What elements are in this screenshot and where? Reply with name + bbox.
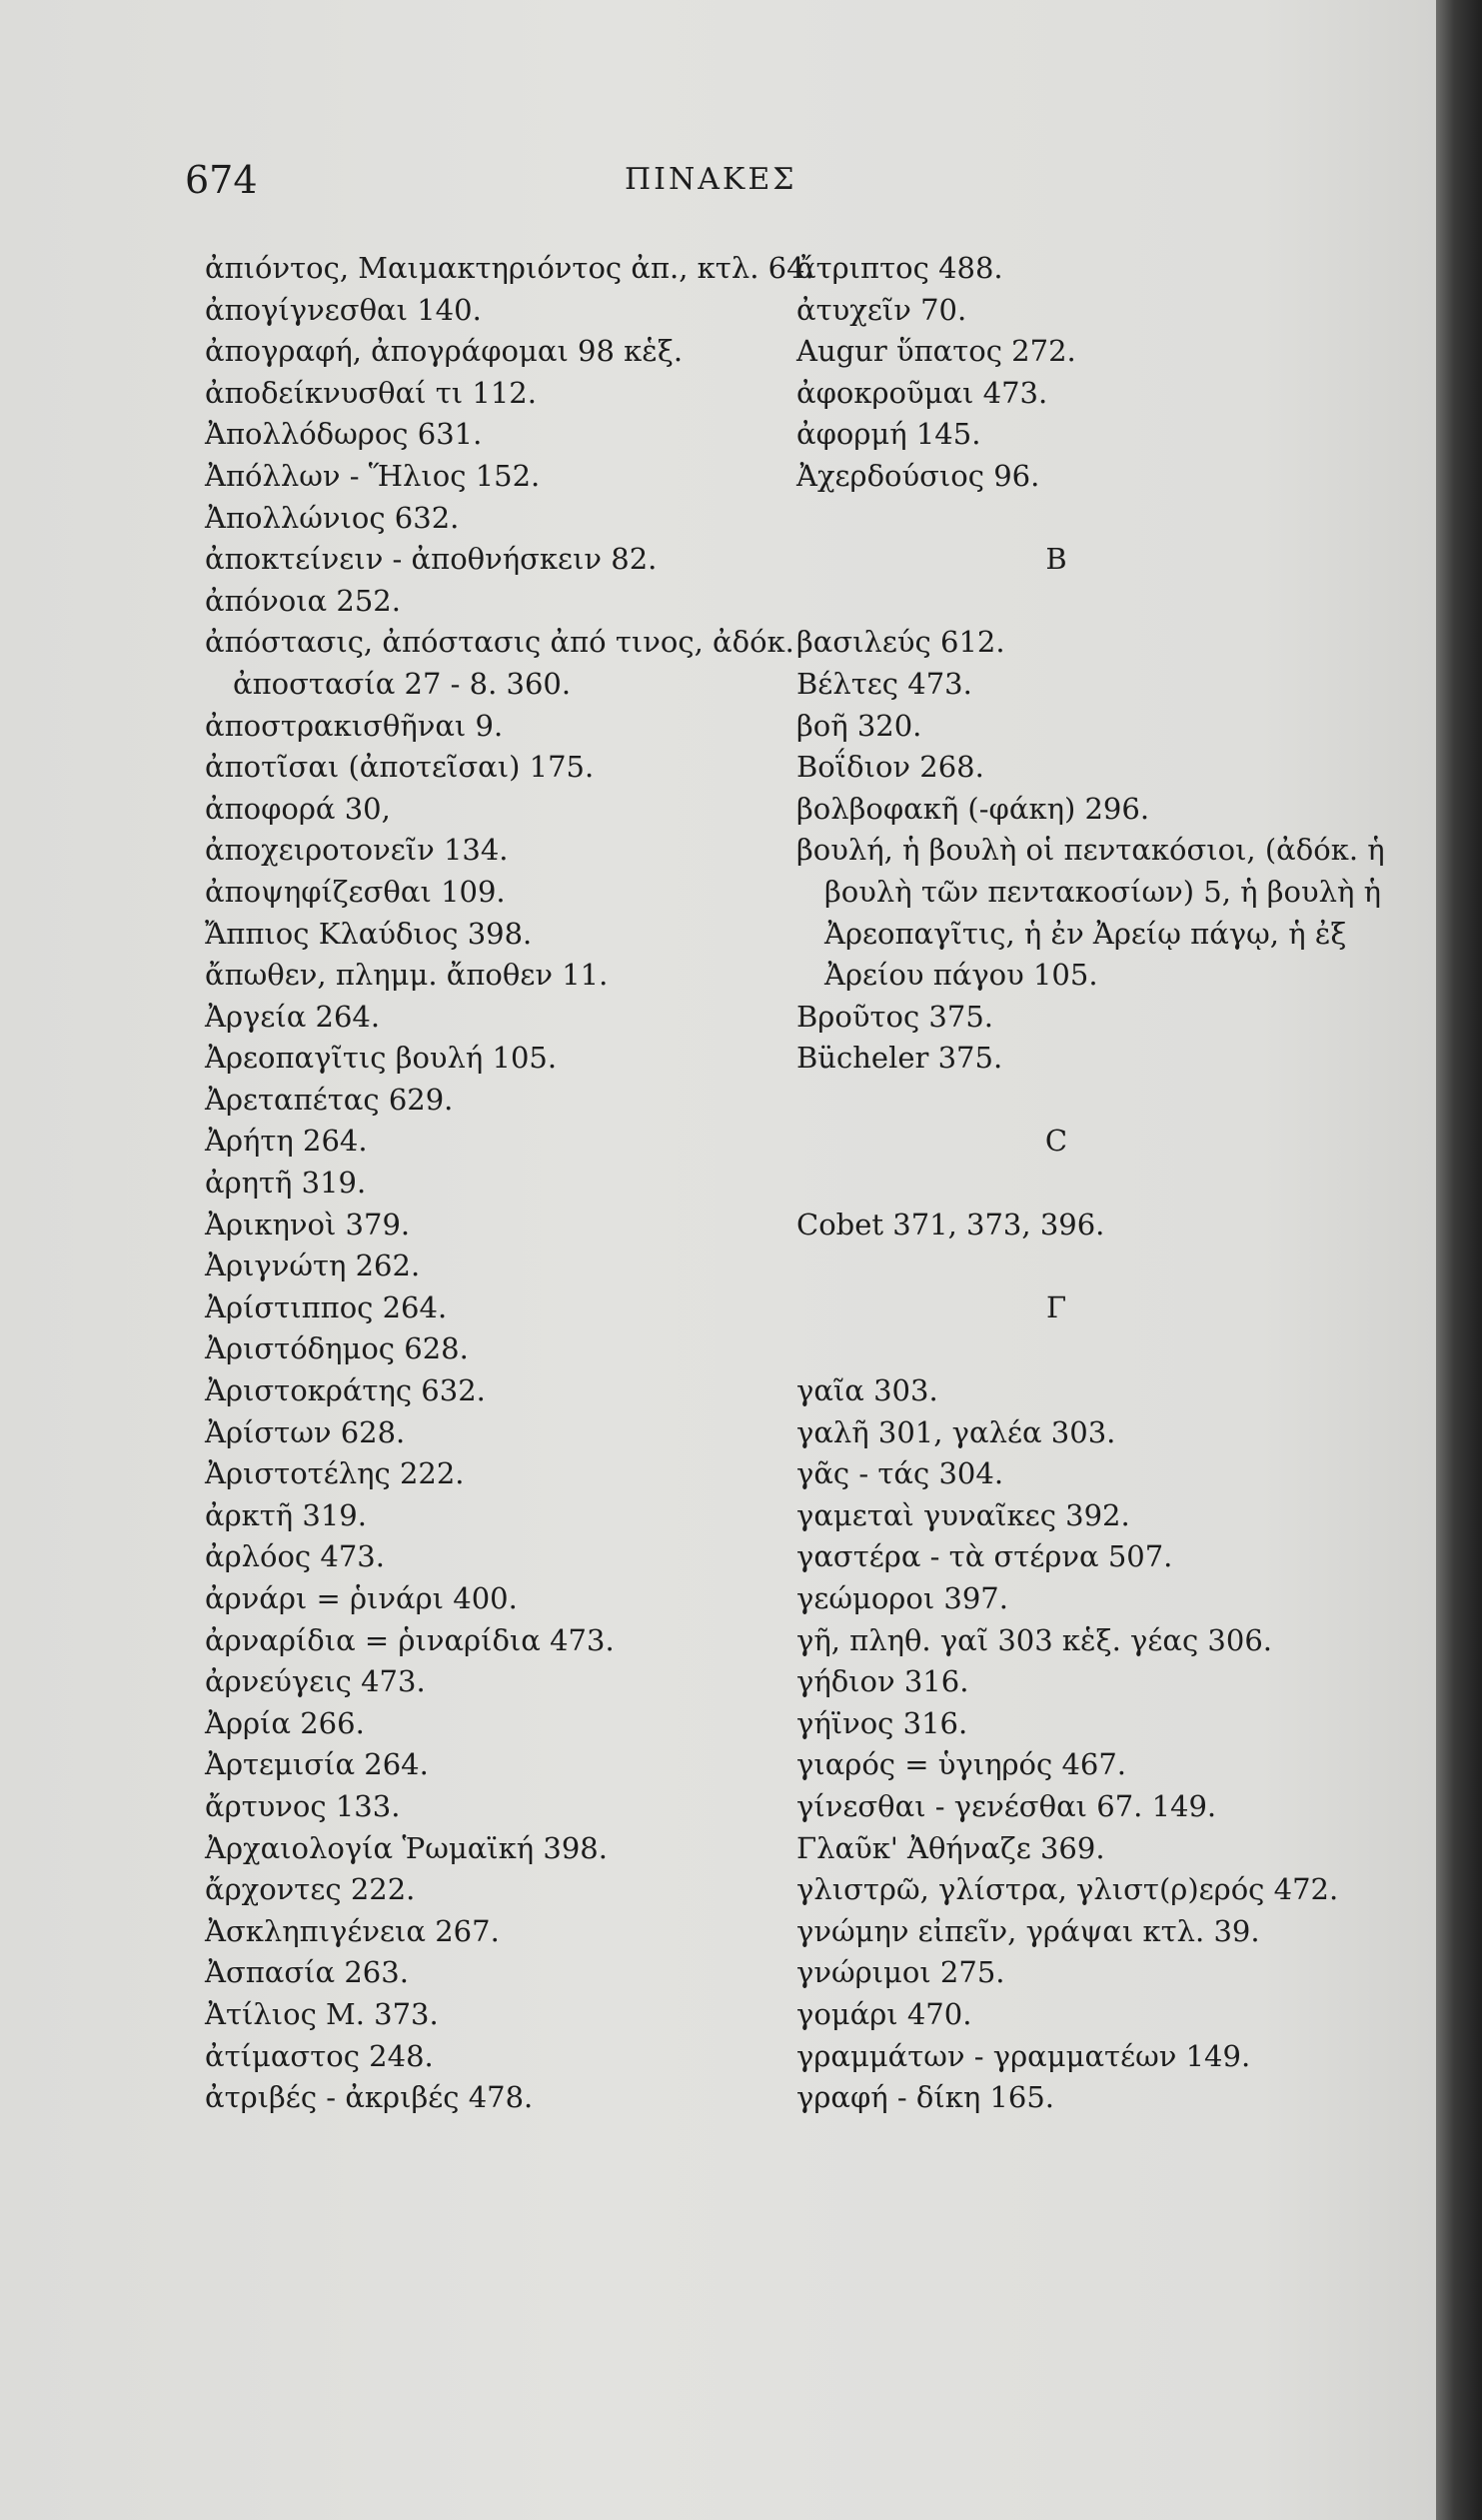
index-entry: γραφή - δίκη 165. bbox=[796, 2080, 1054, 2115]
blank-line bbox=[796, 1328, 1376, 1370]
blank-line bbox=[796, 1080, 1376, 1122]
index-entry: γῆ, πληθ. γαῖ 303 κἑξ. γέας 306. bbox=[796, 1622, 1272, 1657]
index-entry: βολβοφακῆ (-φάκη) 296. bbox=[796, 791, 1150, 826]
index-entry: ἀπόστασις, ἀπόστασις ἀπό τινος, ἀδόκ. bbox=[205, 625, 794, 660]
blank-line bbox=[796, 581, 1376, 623]
index-entry: Ἀρεταπέτας 629. bbox=[205, 1082, 454, 1117]
index-entry: Γλαῦκ' Ἀθήναζε 369. bbox=[796, 1830, 1105, 1865]
index-entry: Cobet 371, 373, 396. bbox=[796, 1207, 1105, 1242]
index-entry: Ἀριστοτέλης 222. bbox=[205, 1456, 465, 1491]
index-entry: γαστέρα - τὰ στέρνα 507. bbox=[796, 1539, 1173, 1574]
index-entry: Βοΐδιον 268. bbox=[796, 750, 984, 785]
index-column-left bbox=[205, 248, 814, 2119]
index-entry: βουλή, ἡ βουλὴ οἱ πεντακόσιοι, (ἀδόκ. ἡ bbox=[796, 833, 1385, 868]
index-entry: Ἀτίλιος Μ. 373. bbox=[205, 1996, 439, 2031]
index-entry: Ἀρείου πάγου 105. bbox=[824, 958, 1098, 993]
index-entry: Ἀπόλλων - Ἥλιος 152. bbox=[205, 458, 541, 493]
index-entry: Augur ὕπατος 272. bbox=[796, 334, 1076, 369]
index-entry: γαμεταὶ γυναῖκες 392. bbox=[796, 1497, 1130, 1532]
index-entry: βασιλεύς 612. bbox=[796, 625, 1005, 660]
index-entry: Ἀργεία 264. bbox=[205, 999, 381, 1034]
index-entry: γαλῆ 301, γαλέα 303. bbox=[796, 1414, 1116, 1449]
index-entry: γομάρι 470. bbox=[796, 1996, 972, 2031]
index-entry: Ἀρτεμισία 264. bbox=[205, 1747, 429, 1782]
index-entry: Ἀριστοκράτης 632. bbox=[205, 1373, 486, 1408]
index-entry: ἀρναρίδια = ῥιναρίδια 473. bbox=[205, 1622, 615, 1657]
index-entry: γραμμάτων - γραμματέων 149. bbox=[796, 2038, 1251, 2073]
running-title: ΠΙΝΑΚΕΣ bbox=[625, 162, 797, 197]
index-entry: ἄπωθεν, πλημμ. ἄποθεν 11. bbox=[205, 958, 609, 993]
index-entry: ἀποκτείνειν - ἀποθνήσκειν 82. bbox=[205, 542, 658, 577]
index-entry: ἀποδείκνυσθαί τι 112. bbox=[205, 375, 537, 410]
index-entry: Ἀρεοπαγῖτις βουλή 105. bbox=[205, 1041, 558, 1076]
index-entry: γίνεσθαι - γενέσθαι 67. 149. bbox=[796, 1788, 1217, 1823]
index-entry: ἄρτυνος 133. bbox=[205, 1788, 401, 1823]
index-entry: ἀρλόος 473. bbox=[205, 1539, 385, 1574]
index-entry: ἀποψηφίζεσθαι 109. bbox=[205, 874, 506, 909]
page-number: 674 bbox=[185, 158, 258, 202]
section-letter-heading: Β bbox=[1045, 542, 1067, 577]
index-entry: Ἀπολλώνιος 632. bbox=[205, 500, 460, 535]
index-entry: ἀτυχεῖν 70. bbox=[796, 292, 967, 327]
index-entry: Ἀριγνώτη 262. bbox=[205, 1249, 421, 1283]
index-entry: βοῆ 320. bbox=[796, 708, 922, 743]
index-entry: ἀφορμή 145. bbox=[796, 417, 981, 452]
section-letter-heading: C bbox=[1044, 1124, 1068, 1159]
blank-line bbox=[796, 498, 1376, 540]
page-header bbox=[185, 158, 1244, 208]
index-entry: ἀποστρακισθῆναι 9. bbox=[205, 708, 504, 743]
index-entry: γήϊνος 316. bbox=[796, 1705, 968, 1740]
index-entry: Ἀρίστιππος 264. bbox=[205, 1289, 448, 1324]
index-entry: γήδιον 316. bbox=[796, 1664, 969, 1699]
index-entry: Ἀριστόδημος 628. bbox=[205, 1331, 469, 1366]
index-entry: Βροῦτος 375. bbox=[796, 999, 993, 1034]
section-letter-heading: Γ bbox=[1045, 1289, 1067, 1324]
index-entry: γιαρός = ὑγιηρός 467. bbox=[796, 1747, 1127, 1782]
index-entry: Ἀρικηνοὶ 379. bbox=[205, 1207, 411, 1242]
index-entry: ἀπόνοια 252. bbox=[205, 583, 401, 618]
index-entry: ἀπιόντος, Μαιμακτηριόντος ἀπ., κτλ. 64. bbox=[205, 251, 814, 285]
blank-line bbox=[796, 1163, 1376, 1205]
index-entry: ἄτριπτος 488. bbox=[796, 251, 1003, 285]
index-entry: Ἀρήτη 264. bbox=[205, 1124, 368, 1159]
index-entry: Βέλτες 473. bbox=[796, 666, 972, 701]
index-entry: Ἀρίστων 628. bbox=[205, 1414, 406, 1449]
index-entry: γνώμην εἰπεῖν, γράψαι κτλ. 39. bbox=[796, 1913, 1260, 1948]
index-entry: ἄρχοντες 222. bbox=[205, 1872, 416, 1907]
index-entry: γαῖα 303. bbox=[796, 1373, 938, 1408]
index-entry: ἀτίμαστος 248. bbox=[205, 2038, 434, 2073]
blank-line bbox=[796, 1246, 1376, 1287]
index-entry: Ἀσκληπιγένεια 267. bbox=[205, 1913, 500, 1948]
index-entry: Ἀσπασία 263. bbox=[205, 1955, 409, 1990]
index-entry: γεώμοροι 397. bbox=[796, 1581, 1008, 1615]
index-entry: ἀποτῖσαι (ἀποτεῖσαι) 175. bbox=[205, 750, 595, 785]
index-entry: ἀποφορά 30, bbox=[205, 791, 391, 826]
index-entry: γνώριμοι 275. bbox=[796, 1955, 1005, 1990]
index-entry: ἀπογίγνεσθαι 140. bbox=[205, 292, 482, 327]
index-entry: γᾶς - τάς 304. bbox=[796, 1456, 1004, 1491]
index-entry: ἀρνάρι = ῥινάρι 400. bbox=[205, 1581, 518, 1615]
index-column-right bbox=[796, 248, 1385, 2119]
index-entry: Ἀχερδούσιος 96. bbox=[796, 458, 1040, 493]
index-entry: Ἀρρία 266. bbox=[205, 1705, 365, 1740]
index-entry: ἀτριβές - ἀκριβές 478. bbox=[205, 2080, 534, 2115]
index-entry: ἀρητῆ 319. bbox=[205, 1166, 367, 1201]
index-entry: ἀφοκροῦμαι 473. bbox=[796, 375, 1048, 410]
index-entry: γλιστρῶ, γλίστρα, γλιστ(ρ)ερός 472. bbox=[796, 1872, 1339, 1907]
index-entry: Ἀρχαιολογία Ῥωμαϊκή 398. bbox=[205, 1830, 608, 1865]
index-entry: ἀποστασία 27 - 8. 360. bbox=[233, 666, 572, 701]
index-entry: ἀπογραφή, ἀπογράφομαι 98 κἑξ. bbox=[205, 334, 684, 369]
page-edge-shadow bbox=[1436, 0, 1482, 2520]
index-entry: ἀποχειροτονεῖν 134. bbox=[205, 833, 509, 868]
index-entry: ἀρκτῆ 319. bbox=[205, 1497, 367, 1532]
index-entry: ἀρνεύγεις 473. bbox=[205, 1664, 426, 1699]
index-entry: βουλὴ τῶν πεντακοσίων) 5, ἡ βουλὴ ἡ bbox=[824, 874, 1381, 909]
index-entry: Ἀρεοπαγῖτις, ἡ ἐν Ἀρείῳ πάγῳ, ἡ ἐξ bbox=[824, 916, 1347, 951]
index-entry: Bücheler 375. bbox=[796, 1041, 1003, 1076]
index-entry: Ἄππιος Κλαύδιος 398. bbox=[205, 916, 533, 951]
index-entry: Ἀπολλόδωρος 631. bbox=[205, 417, 483, 452]
